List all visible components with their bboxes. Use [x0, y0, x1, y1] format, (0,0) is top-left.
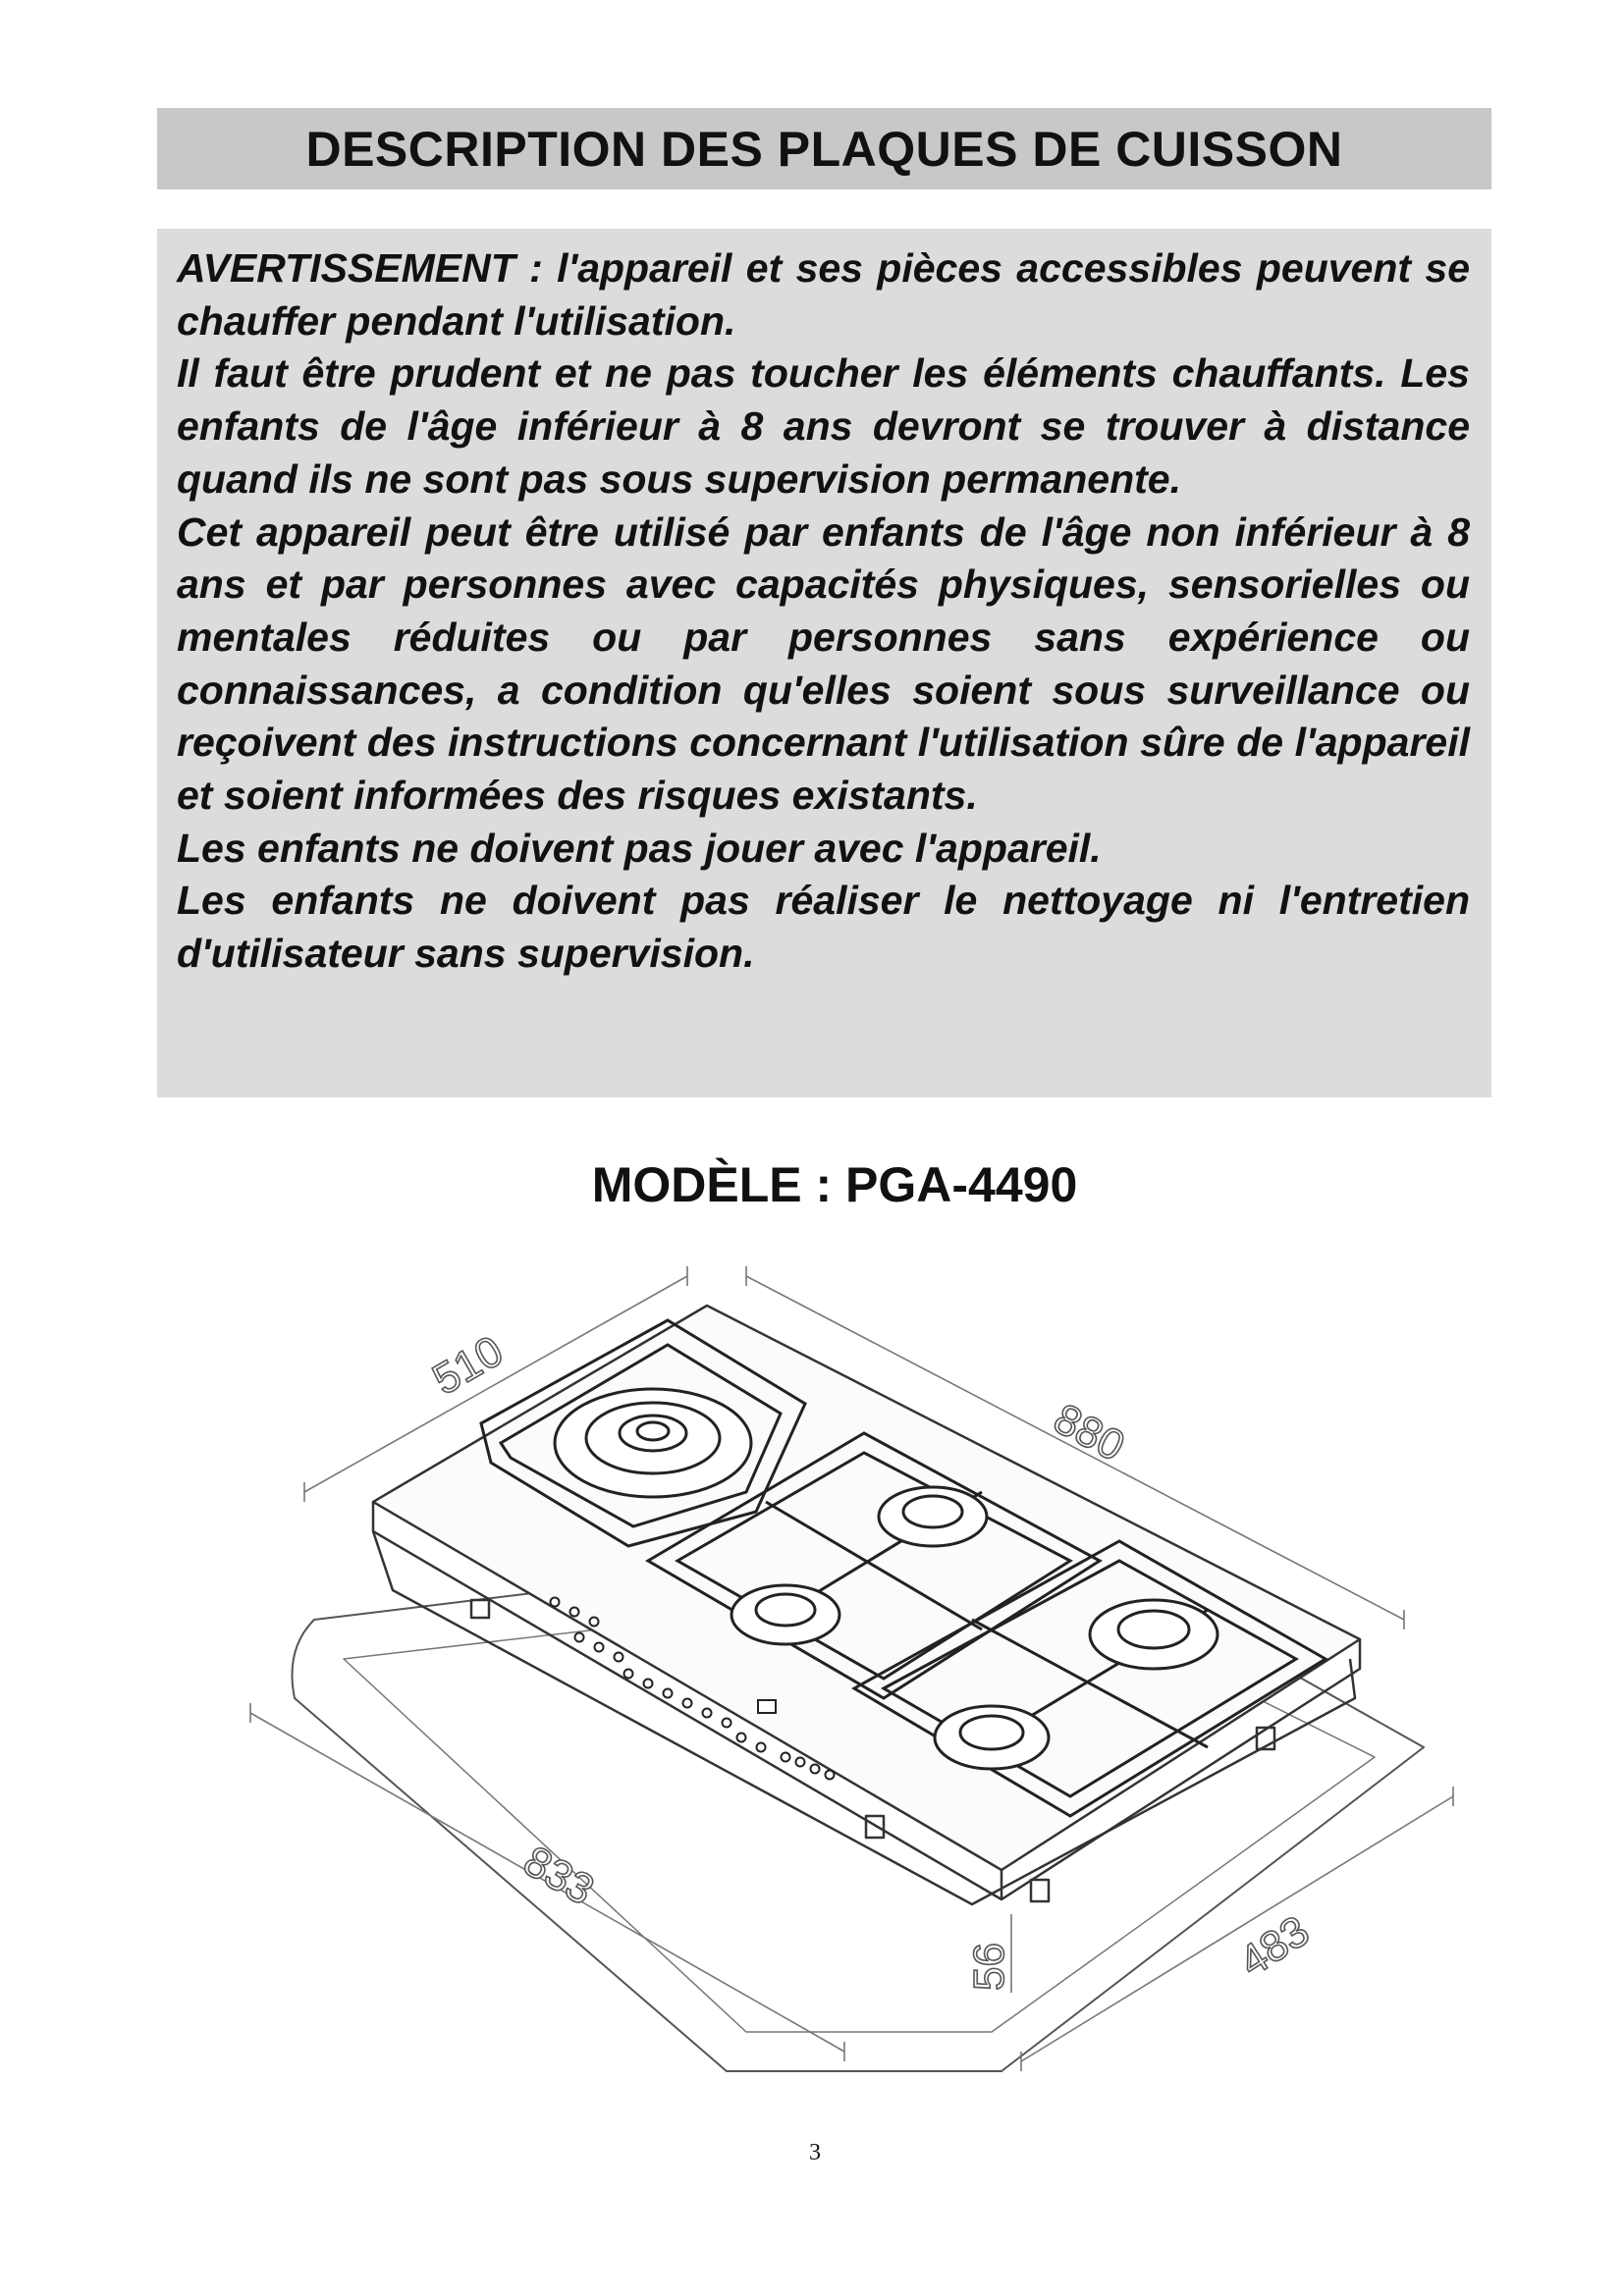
warning-paragraph: Il faut être prudent et ne pas toucher les éléments chauffants. Les enfants de l'âge inférieur à 8 ans devront se trouver à distance quand ils ne sont pas sous supervision permanente. [177, 350, 1470, 502]
title-bar [157, 108, 1491, 189]
model-label: MODÈLE : PGA-4490 [591, 1157, 1078, 1212]
page-number: 3 [809, 2140, 821, 2165]
warning-paragraph: Les enfants ne doivent pas jouer avec l'appareil. [177, 825, 1102, 871]
warning-paragraph: AVERTISSEMENT : l'appareil et ses pièces accessibles peuvent se chauffer pendant l'utilisation. [177, 245, 1470, 344]
dimension-depth: 510 [424, 1326, 512, 1405]
warning-box [157, 229, 1491, 1097]
dimension-cutout-width: 833 [515, 1837, 603, 1915]
page-title: DESCRIPTION DES PLAQUES DE CUISSON [305, 121, 1343, 177]
dimension-width: 880 [1046, 1394, 1133, 1471]
cooktop-drawing [236, 1247, 1463, 2081]
dimension-cutout-depth: 483 [1230, 1906, 1319, 1987]
warning-paragraph: Les enfants ne doivent pas réaliser le nettoyage ni l'entretien d'utilisateur sans supervision. [177, 878, 1470, 977]
glass-plate [373, 1306, 1360, 1870]
dimension-height: 56 [965, 1943, 1013, 1991]
warning-paragraph: Cet appareil peut être utilisé par enfants de l'âge non inférieur à 8 ans et par personnes avec capacités physiques, sensorielles ou mentales réduites ou par personnes sans expérience ou connaissances, a condition qu'elles soient sous surveillance ou reçoivent des instructions concernant l'utilisation sûre de l'appareil et soient informées des risques existants. [177, 508, 1470, 819]
